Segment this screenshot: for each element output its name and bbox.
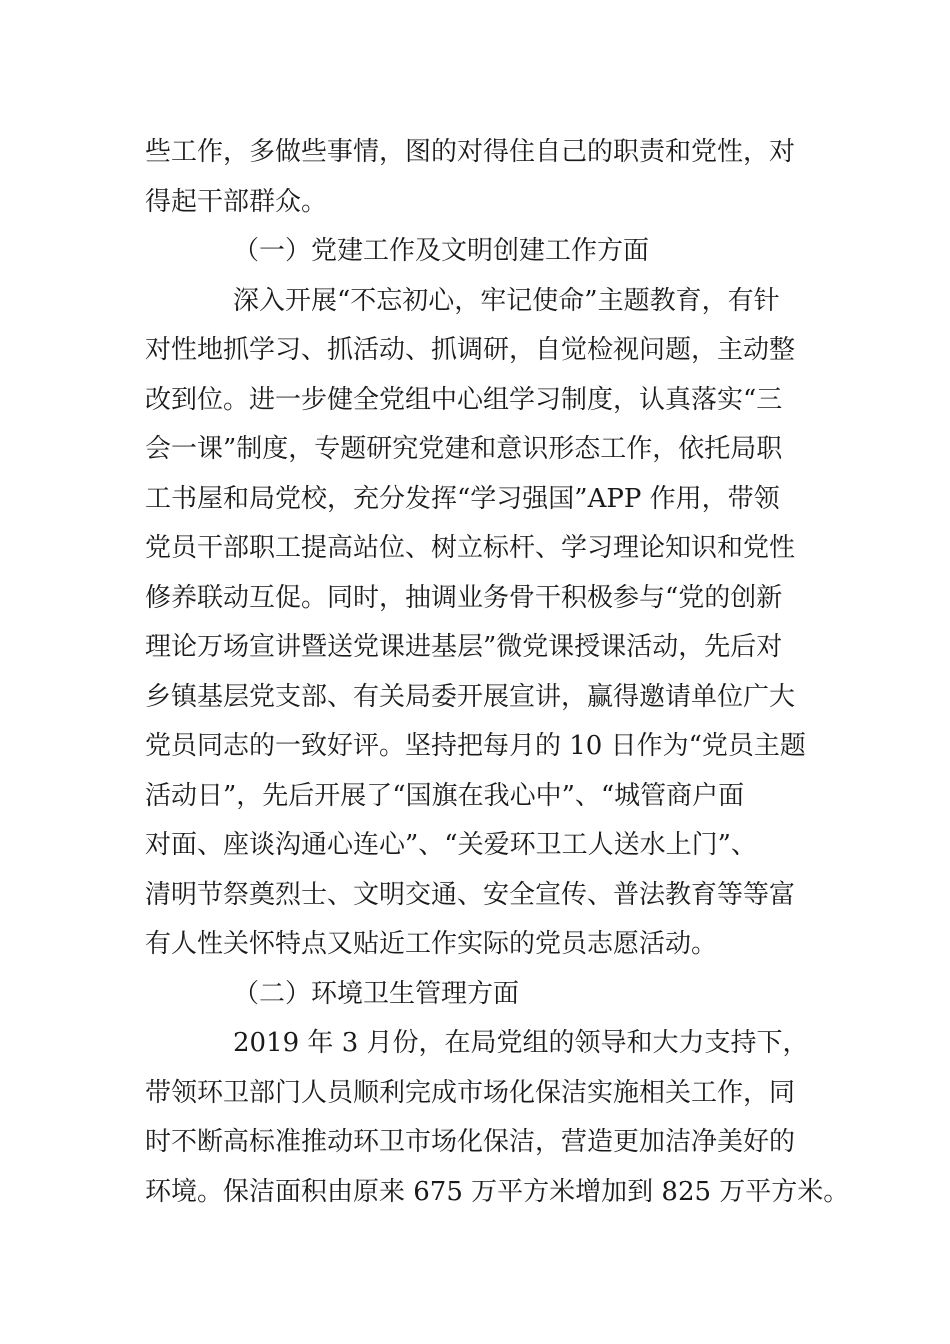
body-line: 党员干部职工提高站位、树立标杆、学习理论知识和党性	[145, 533, 796, 563]
paragraph-start: 2019 年 3 月份，在局党组的领导和大力支持下，	[233, 1028, 809, 1058]
body-line: 有人性关怀特点又贴近工作实际的党员志愿活动。	[145, 929, 718, 959]
document-body	[145, 128, 850, 1217]
body-line: 清明节祭奠烈士、文明交通、安全宣传、普法教育等等富	[145, 879, 796, 910]
body-line: 党员同志的一致好评。坚持把每月的 10 日作为“党员主题	[145, 731, 806, 761]
body-line: 修养联动互促。同时，抽调业务骨干积极参与“党的创新	[145, 582, 783, 613]
section-heading-2: （二）环境卫生管理方面	[233, 978, 520, 1009]
body-line: 得起干部群众。	[145, 186, 328, 217]
paragraph-start: 深入开展“不忘初心，牢记使命”主题教育，有针	[233, 285, 780, 316]
body-line: 工书屋和局党校，充分发挥“学习强国”APP 作用，带领	[145, 483, 780, 514]
body-line: 对面、座谈沟通心连心”、“关爱环卫工人送水上门”、	[145, 830, 757, 860]
body-line: 改到位。进一步健全党组中心组学习制度，认真落实“三	[145, 384, 783, 415]
body-line: 会一课”制度，专题研究党建和意识形态工作，依托局职	[145, 434, 783, 464]
body-line: 环境。保洁面积由原来 675 万平方米增加到 825 万平方米。	[145, 1176, 850, 1207]
body-line: 些工作，多做些事情，图的对得住自己的职责和党性，对	[145, 137, 796, 167]
body-line: 对性地抓学习、抓活动、抓调研，自觉检视问题，主动整	[145, 335, 796, 365]
body-line: 时不断高标准推动环卫市场化保洁，营造更加洁净美好的	[145, 1127, 796, 1157]
body-line: 带领环卫部门人员顺利完成市场化保洁实施相关工作，同	[145, 1077, 796, 1108]
section-heading-1: （一）党建工作及文明创建工作方面	[233, 236, 650, 266]
body-line: 理论万场宣讲暨送党课进基层”微党课授课活动，先后对	[145, 632, 783, 662]
body-line: 活动日”，先后开展了“国旗在我心中”、“城管商户面	[145, 780, 745, 811]
body-line: 乡镇基层党支部、有关局委开展宣讲，赢得邀请单位广大	[145, 681, 796, 712]
